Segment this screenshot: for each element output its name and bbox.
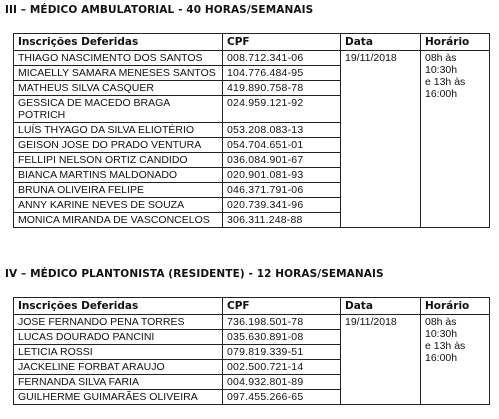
name-cell: JOSE FERNANDO PENA TORRES <box>14 315 223 330</box>
cpf-cell: 054.704.651-01 <box>223 138 341 153</box>
name-cell: ANNY KARINE NEVES DE SOUZA <box>14 198 223 213</box>
cpf-cell: 736.198.501-78 <box>223 315 341 330</box>
name-cell: GUILHERME GUIMARÃES OLIVEIRA <box>14 390 223 405</box>
header-cpf: CPF <box>223 34 341 51</box>
cpf-cell: 008.712.341-06 <box>223 51 341 66</box>
cpf-cell: 104.776.484-95 <box>223 66 341 81</box>
name-cell: FERNANDA SILVA FARIA <box>14 375 223 390</box>
header-cpf: CPF <box>223 298 341 315</box>
name-cell: THIAGO NASCIMENTO DOS SANTOS <box>14 51 223 66</box>
cpf-cell: 036.084.901-67 <box>223 153 341 168</box>
hour-line: 08h às <box>425 52 457 64</box>
name-cell: GEISON JOSE DO PRADO VENTURA <box>14 138 223 153</box>
header-data: Data <box>341 298 421 315</box>
date-cell: 19/11/2018 <box>341 51 421 228</box>
name-cell: JACKELINE FORBAT ARAUJO <box>14 360 223 375</box>
cpf-cell: 002.500.721-14 <box>223 360 341 375</box>
name-cell: MICAELLY SAMARA MENESES SANTOS <box>14 66 223 81</box>
header-inscricoes: Inscrições Deferidas <box>14 34 223 51</box>
hour-line: 10:30h <box>425 64 458 76</box>
hour-line: 10:30h <box>425 328 458 340</box>
cpf-cell: 419.890.758-78 <box>223 81 341 96</box>
date-cell: 19/11/2018 <box>341 315 421 405</box>
hour-line: e 13h às <box>425 76 466 88</box>
table-header-row <box>14 298 490 315</box>
header-data: Data <box>341 34 421 51</box>
section-title: III – MÉDICO AMBULATORIAL - 40 HORAS/SEMANAIS <box>5 4 314 16</box>
name-cell: LUÍS THYAGO DA SILVA ELIOTÉRIO <box>14 123 223 138</box>
name-cell: MONICA MIRANDA DE VASCONCELOS <box>14 213 223 228</box>
header-horario: Horário <box>421 34 490 51</box>
header-inscricoes: Inscrições Deferidas <box>14 298 223 315</box>
hour-line: 16:00h <box>425 352 458 364</box>
name-cell: LETICIA ROSSI <box>14 345 223 360</box>
table-header-row <box>14 34 490 51</box>
name-cell: LUCAS DOURADO PANCINI <box>14 330 223 345</box>
name-cell: MATHEUS SILVA CASQUER <box>14 81 223 96</box>
section-title: IV – MÉDICO PLANTONISTA (RESIDENTE) - 12 HORAS/SEMANAIS <box>5 268 384 280</box>
table-row <box>14 315 490 330</box>
hour-line: 08h às <box>425 316 457 328</box>
cpf-cell: 097.455.266-65 <box>223 390 341 405</box>
table-row <box>14 51 490 66</box>
hour-cell <box>421 51 490 228</box>
header-horario: Horário <box>421 298 490 315</box>
cpf-cell: 035.630.891-08 <box>223 330 341 345</box>
name-cell: BIANCA MARTINS MALDONADO <box>14 168 223 183</box>
hour-line: 16:00h <box>425 88 458 100</box>
hour-line: e 13h às <box>425 340 466 352</box>
cpf-cell: 046.371.791-06 <box>223 183 341 198</box>
cpf-cell: 306.311.248-88 <box>223 213 341 228</box>
registrations-table-ambulatorial <box>13 33 490 228</box>
cpf-cell: 079.819.339-51 <box>223 345 341 360</box>
name-cell: GESSICA DE MACEDO BRAGA POTRICH <box>14 96 223 123</box>
cpf-cell: 020.901.081-93 <box>223 168 341 183</box>
cpf-cell: 004.932.801-89 <box>223 375 341 390</box>
cpf-cell: 053.208.083-13 <box>223 123 341 138</box>
cpf-cell: 020.739.341-96 <box>223 198 341 213</box>
registrations-table-plantonista <box>13 297 490 405</box>
name-cell: FELLIPI NELSON ORTIZ CANDIDO <box>14 153 223 168</box>
name-cell: BRUNA OLIVEIRA FELIPE <box>14 183 223 198</box>
hour-cell <box>421 315 490 405</box>
cpf-cell: 024.959.121-92 <box>223 96 341 123</box>
